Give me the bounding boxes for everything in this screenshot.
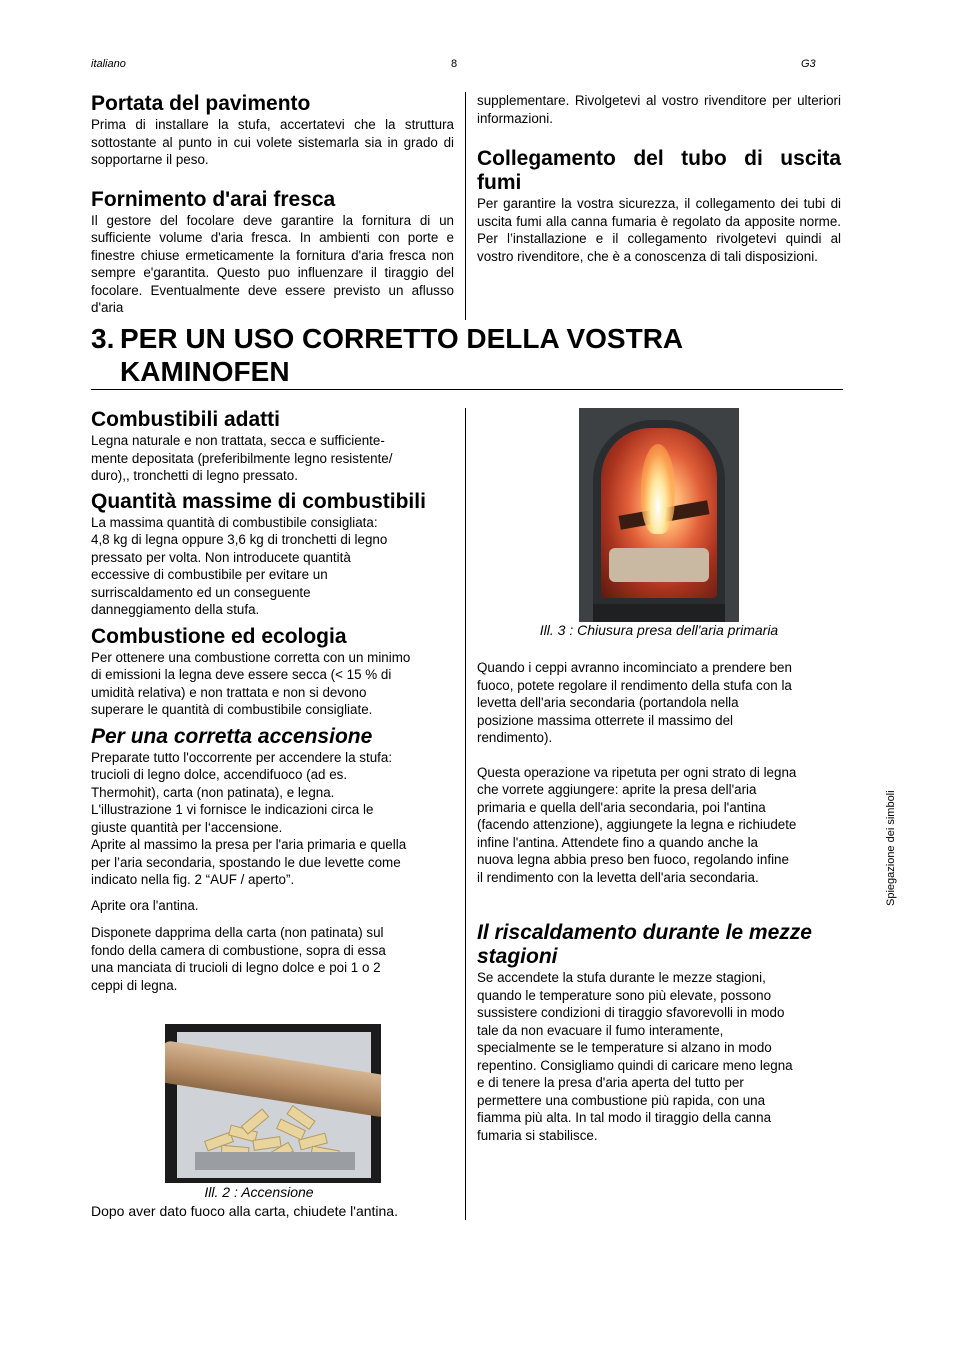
- text-line: superare le quantità di combustibile consigliate.: [91, 702, 373, 717]
- text-line: indicato nella fig. 2 “AUF / aperto”.: [91, 872, 295, 887]
- section-heading: Collegamento del tubo di uscita fumi: [477, 147, 841, 194]
- text-line: Disponete dapprima della carta (non patinata) sul: [91, 925, 384, 940]
- text-line: fuoco, potete regolare il rendimento della stufa con la: [477, 677, 792, 693]
- text-line: posizione massima otterrete il massimo del: [477, 712, 734, 728]
- section-heading: Per una corretta accensione: [91, 724, 373, 748]
- text-line: surriscaldamento ed un conseguente: [91, 584, 311, 600]
- text-line: fiamma più alta. In tal modo il tiraggio della canna: [477, 1110, 772, 1125]
- chapter-title-line2: KAMINOFEN: [120, 356, 290, 387]
- text-line: duro),, tronchetti di legno pressato.: [91, 468, 298, 483]
- text-line: Dopo aver dato fuoco alla carta, chiudete l'antina.: [91, 1203, 398, 1219]
- text-line: che vorrete aggiungere: aprite la presa dell'aria: [477, 782, 757, 797]
- column-divider: [465, 408, 466, 1220]
- text-line: Aprite ora l'antina.: [91, 897, 199, 913]
- section-heading: Combustibili adatti: [91, 408, 280, 431]
- text-line: (facendo attenzione), aggiungete la legna e richiudete: [477, 817, 797, 832]
- text-line: e di tenere la presa d'aria aperta del tutto per: [477, 1075, 744, 1090]
- text-line: Aprite al massimo la presa per l'aria primaria e quella: [91, 837, 407, 852]
- header-model: G3: [801, 58, 816, 70]
- text-line: ceppi di legna.: [91, 977, 178, 993]
- text-line: danneggiamento della stufa.: [91, 602, 260, 617]
- text-line: Legna naturale e non trattata, secca e sufficiente-: [91, 433, 385, 448]
- section-heading: Portata del pavimento: [91, 92, 311, 115]
- chapter-number: 3.: [91, 323, 115, 354]
- caption-ill2: Ill. 2 : Accensione: [204, 1184, 314, 1200]
- text-line: sussistere condizioni di tiraggio sfavorevolli in modo: [477, 1005, 785, 1020]
- text-line: specialmente se le temperature si alzano in modo: [477, 1040, 772, 1055]
- text-line: nuova legna abbia preso ben fuoco, regolando infine: [477, 852, 789, 867]
- section-text: supplementare. Rivolgetevi al vostro rivenditore per ulteriori informazioni.: [477, 93, 841, 126]
- text-line: primaria e quella dell'aria secondaria, poi l'antina: [477, 799, 766, 815]
- column-divider: [465, 92, 466, 320]
- text-line: Se accendete la stufa durante le mezze stagioni,: [477, 970, 766, 985]
- section-heading: Quantità massime di combustibili: [91, 489, 426, 513]
- text-line: una manciata di trucioli di legno dolce e poi 1 o 2: [91, 960, 381, 975]
- section-heading: stagioni: [477, 945, 558, 968]
- text-line: trucioli di legno dolce, accendifuoco (ad es.: [91, 767, 348, 782]
- text-line: pressato per volta. Non introducete quantità: [91, 549, 351, 565]
- text-line: il rendimento con la levetta dell'aria secondaria.: [477, 869, 759, 885]
- chapter-title-line1: PER UN USO CORRETTO DELLA VOSTRA: [120, 323, 684, 354]
- header-language: italiano: [91, 58, 126, 70]
- top-left-column: [91, 92, 454, 317]
- text-line: eccessive di combustibile per evitare un: [91, 567, 328, 582]
- text-line: Questa operazione va ripetuta per ogni strato di legna: [477, 764, 797, 780]
- section-text: Il gestore del focolare deve garantire la fornitura di un sufficiente volume d'aria fresca. In ambienti con porte e finestre chiuse ermeticamente la fornitura d'aria fresca non sempre e'garantita. Questo puo influenzare il tiraggio del focolare. Eventualmente deve essere previsto un aflusso d'aria: [91, 212, 454, 315]
- text-line: Thermohit), carta (non patinata), e legna.: [91, 784, 335, 800]
- section-heading: Il riscaldamento durante le mezze: [477, 921, 812, 944]
- text-line: mente depositata (preferibilmente legno resistente/: [91, 450, 393, 466]
- text-line: tale da non evacuare il fumo interamente,: [477, 1022, 724, 1038]
- text-line: Preparate tutto l'occorrente per accendere la stufa:: [91, 749, 393, 765]
- section-text: Prima di installare la stufa, accertatevi che la struttura sottostante al punto in cui volete sistemarla sia in grado di sopportarne il peso.: [91, 117, 454, 167]
- text-line: di emissioni la legna deve essere secca (< 15 % di: [91, 667, 392, 682]
- text-line: rendimento).: [477, 730, 553, 745]
- text-line: Per ottenere una combustione corretta con un minimo: [91, 649, 411, 665]
- text-line: Quando i ceppi avranno incominciato a prendere ben: [477, 660, 792, 675]
- chapter-rule: [91, 389, 843, 390]
- text-line: 4,8 kg di legna oppure 3,6 kg di tronchetti di legno: [91, 532, 388, 547]
- section-heading: Fornimento d'arai fresca: [91, 187, 336, 211]
- lower-left-column: [91, 408, 461, 994]
- caption-ill3: Ill. 3 : Chiusura presa dell'aria primaria: [539, 622, 779, 638]
- text-line: giuste quantità per l‘accensione.: [91, 819, 283, 835]
- text-line: fumaria si stabilisce.: [477, 1127, 598, 1143]
- stove-photo: [579, 408, 739, 622]
- text-line: permettere una combustione più rapida, con una: [477, 1092, 766, 1108]
- text-line: per l’aria secondaria, spostando le due levette come: [91, 854, 401, 870]
- kindling-photo: [165, 1024, 381, 1183]
- section-heading: Combustione ed ecologia: [91, 624, 347, 648]
- text-line: La massima quantità di combustibile consigliata:: [91, 514, 378, 530]
- text-line: umidità relativa) e non trattata e non si devono: [91, 684, 367, 700]
- text-line: infine l'antina. Attendete fino a quando anche la: [477, 834, 759, 850]
- lower-right-column: [477, 659, 847, 1144]
- top-right-column: [477, 92, 841, 265]
- text-line: quando le temperature sono più elevate, possono: [477, 987, 772, 1003]
- text-line: L'illustrazione 1 vi fornisce le indicazioni circa le: [91, 802, 374, 817]
- section-text: Per garantire la vostra sicurezza, il collegamento dei tubi di uscita fumi alla canna fumaria è regolato da apposite norme. Per l’installazione e il collegamento rivolgetevi quindi al vostro rivenditore, che è a conoscenza di tali disposizioni.: [477, 196, 841, 264]
- text-line: levetta dell'aria secondaria (portandola nella: [477, 695, 739, 710]
- text-line: repentino. Consigliamo quindi di caricare meno legna: [477, 1057, 793, 1073]
- text-line: fondo della camera di combustione, sopra di essa: [91, 942, 386, 958]
- header-page-number: 8: [451, 58, 458, 70]
- side-tab-label: Spiegazione dei simboli: [885, 790, 897, 906]
